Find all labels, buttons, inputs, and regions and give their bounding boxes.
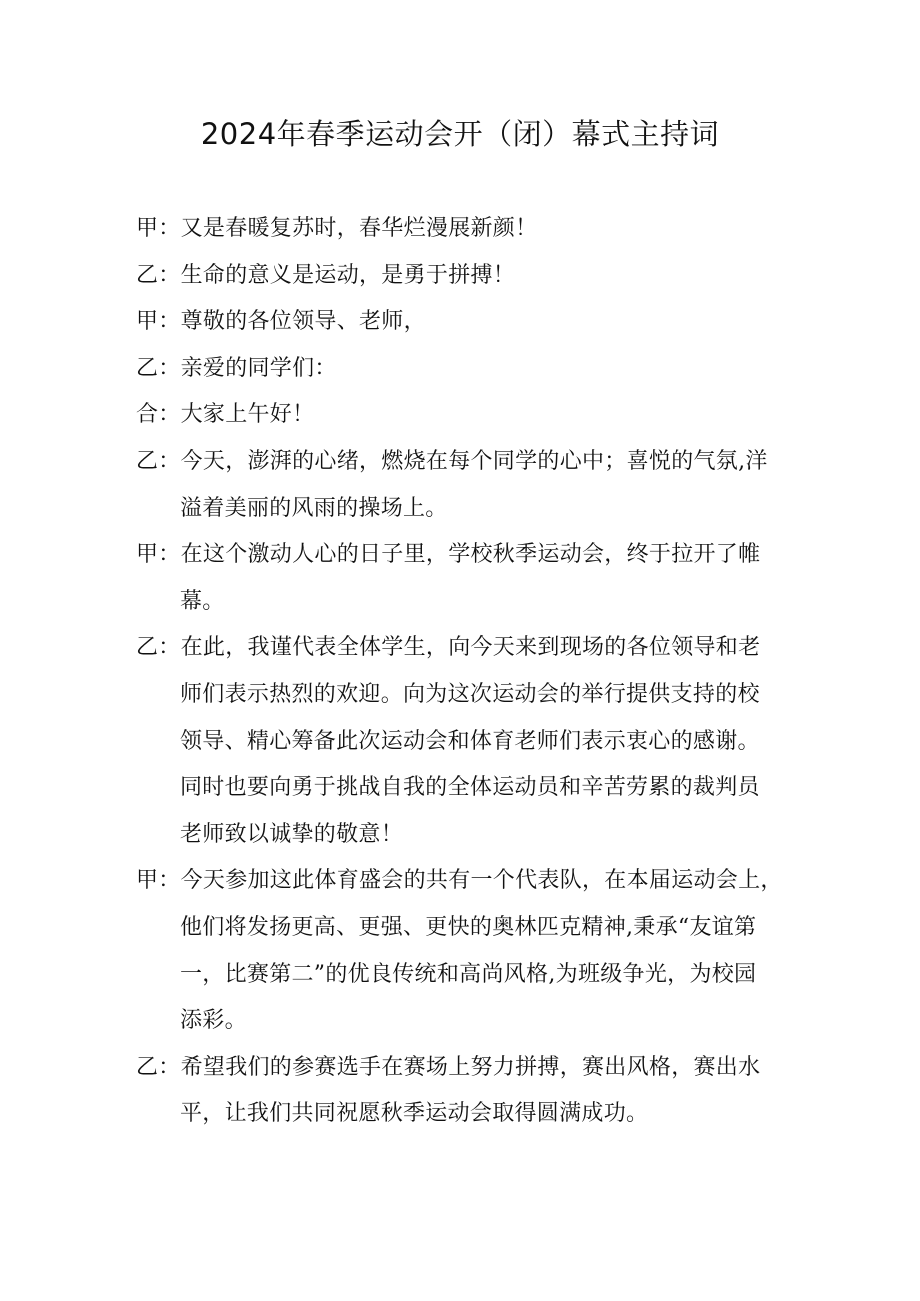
- dialogue-line-continuation: 师们表示热烈的欢迎。向为这次运动会的举行提供支持的校: [180, 681, 760, 707]
- dialogue-line-continuation: 添彩。: [180, 1008, 247, 1034]
- dialogue-line: 乙：在此，我谨代表全体学生，向今天来到现场的各位领导和老: [136, 635, 761, 661]
- dialogue-line-continuation: 他们将发扬更高、更强、更快的奥林匹克精神,秉承“友谊第: [180, 914, 757, 940]
- dialogue-line: 合：大家上午好！: [136, 402, 315, 428]
- dialogue-line-continuation: 溢着美丽的风雨的操场上。: [180, 495, 448, 521]
- dialogue-line-continuation: 老师致以诚挚的敬意！: [180, 821, 404, 847]
- dialogue-line-continuation: 领导、精心筹备此次运动会和体育老师们表示衷心的感谢。: [180, 728, 760, 754]
- dialogue-line: 甲：又是春暖复苏时，春华烂漫展新颜！: [136, 216, 538, 241]
- dialogue-line: 甲：尊敬的各位领导、老师，: [136, 309, 426, 335]
- dialogue-line-continuation: 幕。: [180, 588, 225, 614]
- dialogue-line: 甲：在这个激动人心的日子里，学校秋季运动会，终于拉开了帷: [136, 542, 761, 568]
- document-title: 2024年春季运动会开（闭）幕式主持词: [200, 117, 720, 151]
- dialogue-line: 甲：今天参加这此体育盛会的共有一个代表队，在本届运动会上，: [136, 868, 783, 894]
- dialogue-line-continuation: 同时也要向勇于挑战自我的全体运动员和辛苦劳累的裁判员: [180, 775, 760, 801]
- dialogue-line: 乙：亲爱的同学们：: [136, 355, 337, 381]
- dialogue-line: 乙：希望我们的参赛选手在赛场上努力拼搏，赛出风格，赛出水: [136, 1054, 761, 1080]
- dialogue-line-continuation: 一，比赛第二”的优良传统和高尚风格,为班级争光，为校园: [180, 961, 757, 987]
- dialogue-body: [136, 206, 796, 1138]
- dialogue-line: 乙：今天，澎湃的心绪，燃烧在每个同学的心中；喜悦的气氛,洋: [136, 448, 768, 474]
- dialogue-line: 乙：生命的意义是运动，是勇于拼搏！: [136, 262, 516, 288]
- dialogue-line-continuation: 平，让我们共同祝愿秋季运动会取得圆满成功。: [180, 1101, 649, 1127]
